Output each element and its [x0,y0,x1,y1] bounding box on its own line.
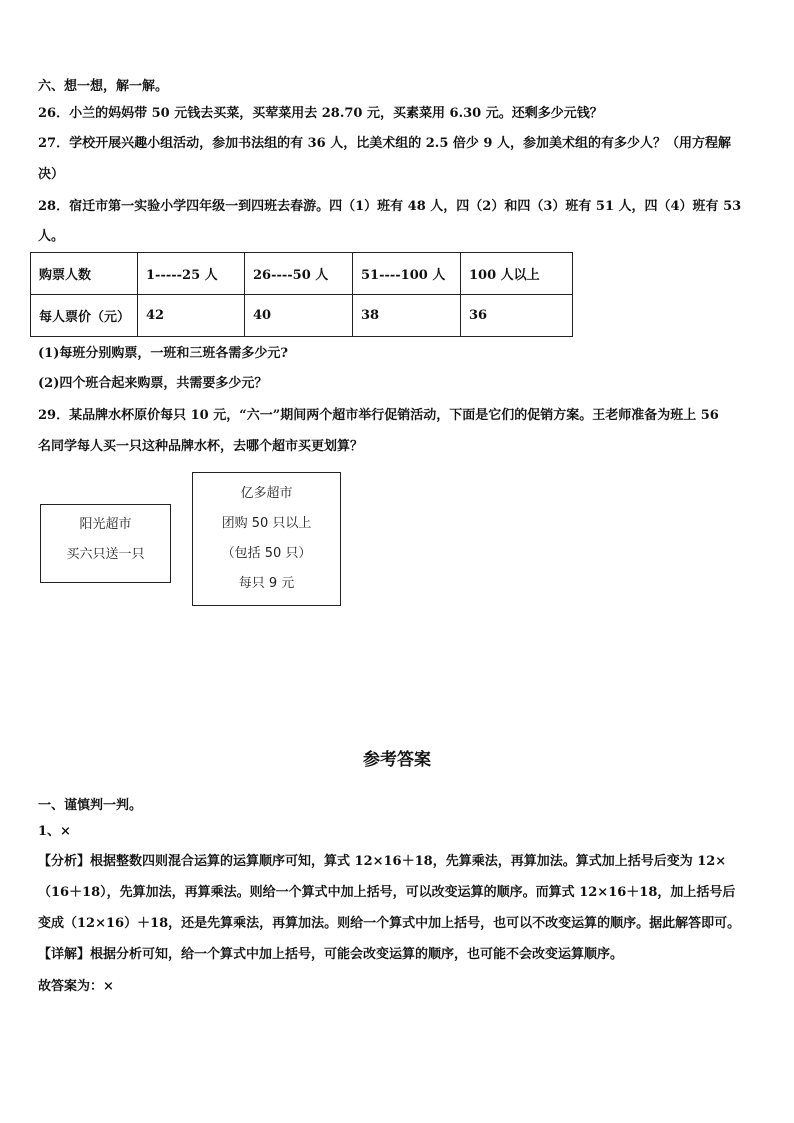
store-b-line1: 团购 50 只以上 [221,516,312,531]
question-26: 26．小兰的妈妈带 50 元钱去买菜，买荤菜用去 28.70 元，买素菜用 6.30 元。还剩多少元钱？ [38,106,603,121]
table-cell: 40 [245,295,353,337]
question-28-line1: 28．宿迁市第一实验小学四年级一到四班去春游。四（1）班有 48 人，四（2）和四（3）班有 51 人，四（4）班有 53 [38,199,742,214]
store-a-offer: 买六只送一只 [66,547,145,562]
question-29-line1: 29．某品牌水杯原价每只 10 元，“六一”期间两个超市举行促销活动，下面是它们的促销方案。王老师准备为班上 56 [38,408,719,423]
table-cell: 38 [353,295,461,337]
table-cell: 42 [138,295,245,337]
store-b-name: 亿多超市 [240,486,293,501]
analysis-line2: （16＋18），先算加法，再算乘法。则给一个算式中加上括号，可以改变运算的顺序。而算式 12×16＋18，加上括号后 [38,885,736,900]
answers-section-title-1: 一、谨慎判一判。 [38,798,143,813]
question-28-sub1: (1)每班分别购票，一班和三班各需多少元? [38,346,288,361]
table-cell: 26----50 人 [245,253,353,295]
answer-item-1: 1、× [38,824,71,839]
question-28-line2: 人。 [38,229,65,244]
question-28-sub2: (2)四个班合起来购票，共需要多少元？ [38,376,268,391]
ticket-price-table [30,252,573,337]
question-27-line2: 决） [38,167,65,182]
analysis-line1: 【分析】根据整数四则混合运算的运算顺序可知，算式 12×16＋18，先算乘法，再算加法。算式加上括号后变为 12× [38,854,727,869]
final-answer: 故答案为：× [38,979,114,994]
detail-explanation: 【详解】根据分析可知，给一个算式中加上括号，可能会改变运算的顺序，也可能不会改变运算顺序。 [38,947,624,962]
table-row [31,253,573,295]
store-b-line2: （包括 50 只） [221,546,312,561]
store-b-line3: 每只 9 元 [238,576,295,591]
table-cell: 51----100 人 [353,253,461,295]
table-header-cell: 每人票价（元） [31,295,138,337]
question-27-line1: 27．学校开展兴趣小组活动，参加书法组的有 36 人，比美术组的 2.5 倍少 9 人，参加美术组的有多少人？（用方程解 [38,136,731,151]
question-29-line2: 名同学每人买一只这种品牌水杯，去哪个超市买更划算？ [38,439,364,454]
analysis-line3: 变成（12×16）＋18，还是先算乘法，再算加法。则给一个算式中加上括号，也可以不改变运算的顺序。据此解答即可。 [38,916,741,931]
table-row [31,295,573,337]
store-a-name: 阳光超市 [79,517,132,532]
answers-heading: 参考答案 [363,750,431,770]
store-b-box [192,472,341,606]
table-header-cell: 购票人数 [31,253,138,295]
table-cell: 36 [461,295,573,337]
section-title-6: 六、想一想，解一解。 [38,79,169,94]
store-a-box [40,504,171,583]
table-cell: 100 人以上 [461,253,573,295]
table-cell: 1-----25 人 [138,253,245,295]
